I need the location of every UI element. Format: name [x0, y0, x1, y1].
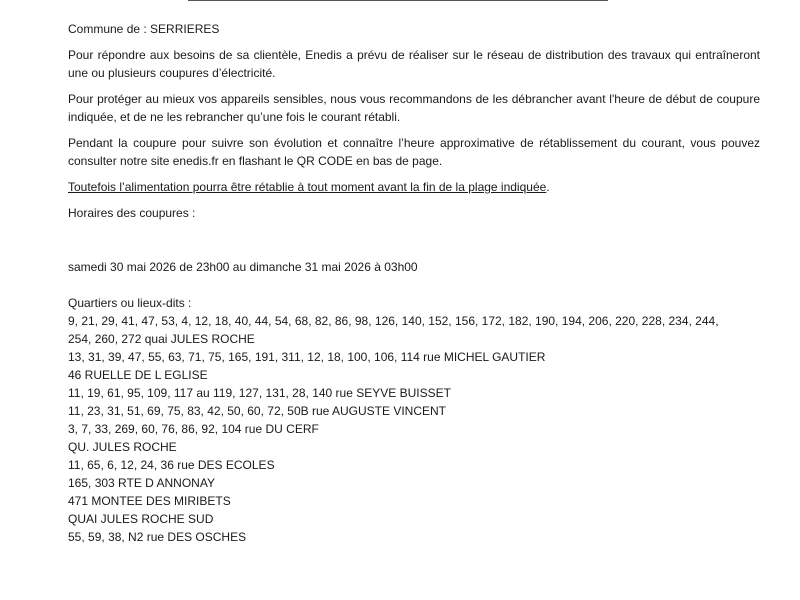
location-item: 165, 303 RTE D ANNONAY	[68, 476, 215, 490]
location-item: 55, 59, 38, N2 rue DES OSCHES	[68, 530, 247, 544]
location-item: 11, 23, 31, 51, 69, 75, 83, 42, 50, 60, 72, 50B rue AUGUSTE VINCENT	[68, 404, 446, 418]
location-item: 11, 19, 61, 95, 109, 117 au 119, 127, 131, 28, 140 rue SEYVE BUISSET	[68, 386, 451, 400]
warning-text: Toutefois l’alimentation pourra être rétablie à tout moment avant la fin de la plage indiquée	[68, 180, 547, 194]
protection-paragraph: Pour protéger au mieux vos appareils sensibles, nous vous recommandons de les débrancher avant l'heure de début de coupure indiquée, et de ne les rebrancher qu’une fois le courant rétabli.	[68, 92, 760, 124]
commune-line: Commune de : SERRIERES	[68, 22, 220, 36]
followup-paragraph: Pendant la coupure pour suivre son évolution et connaître l’heure approximative de rétablissement du courant, vous pouvez consulter notre site enedis.fr en flashant le QR CODE en bas de page.	[68, 136, 760, 168]
location-item: 13, 31, 39, 47, 55, 63, 71, 75, 165, 191, 311, 12, 18, 100, 106, 114 rue MICHEL GAUTIER	[68, 350, 546, 364]
location-item: 11, 65, 6, 12, 24, 36 rue DES ECOLES	[68, 458, 275, 472]
location-item: 254, 260, 272 quai JULES ROCHE	[68, 332, 255, 346]
quartiers-label: Quartiers ou lieux-dits :	[68, 296, 192, 310]
warning-line	[68, 178, 760, 196]
intro-paragraph: Pour répondre aux besoins de sa clientèle, Enedis a prévu de réaliser sur le réseau de distribution des travaux qui entraîneront une ou plusieurs coupures d’électricité.	[68, 48, 760, 80]
header-frame	[188, 0, 608, 1]
horaires-label: Horaires des coupures :	[68, 206, 196, 220]
locations-list	[68, 312, 760, 546]
warning-suffix: .	[546, 180, 550, 194]
location-item: 46 RUELLE DE L EGLISE	[68, 368, 208, 382]
location-item: 3, 7, 33, 269, 60, 76, 86, 92, 104 rue DU CERF	[68, 422, 319, 436]
location-item: QUAI JULES ROCHE SUD	[68, 512, 214, 526]
notice-document	[68, 20, 760, 546]
schedule-line: samedi 30 mai 2026 de 23h00 au dimanche 31 mai 2026 à 03h00	[68, 260, 418, 274]
location-item: QU. JULES ROCHE	[68, 440, 177, 454]
location-item: 471 MONTEE DES MIRIBETS	[68, 494, 231, 508]
location-item: 9, 21, 29, 41, 47, 53, 4, 12, 18, 40, 44, 54, 68, 82, 86, 98, 126, 140, 152, 156, 172, 182, 190, 194, 206, 220, 228, 234, 244,	[68, 314, 719, 328]
